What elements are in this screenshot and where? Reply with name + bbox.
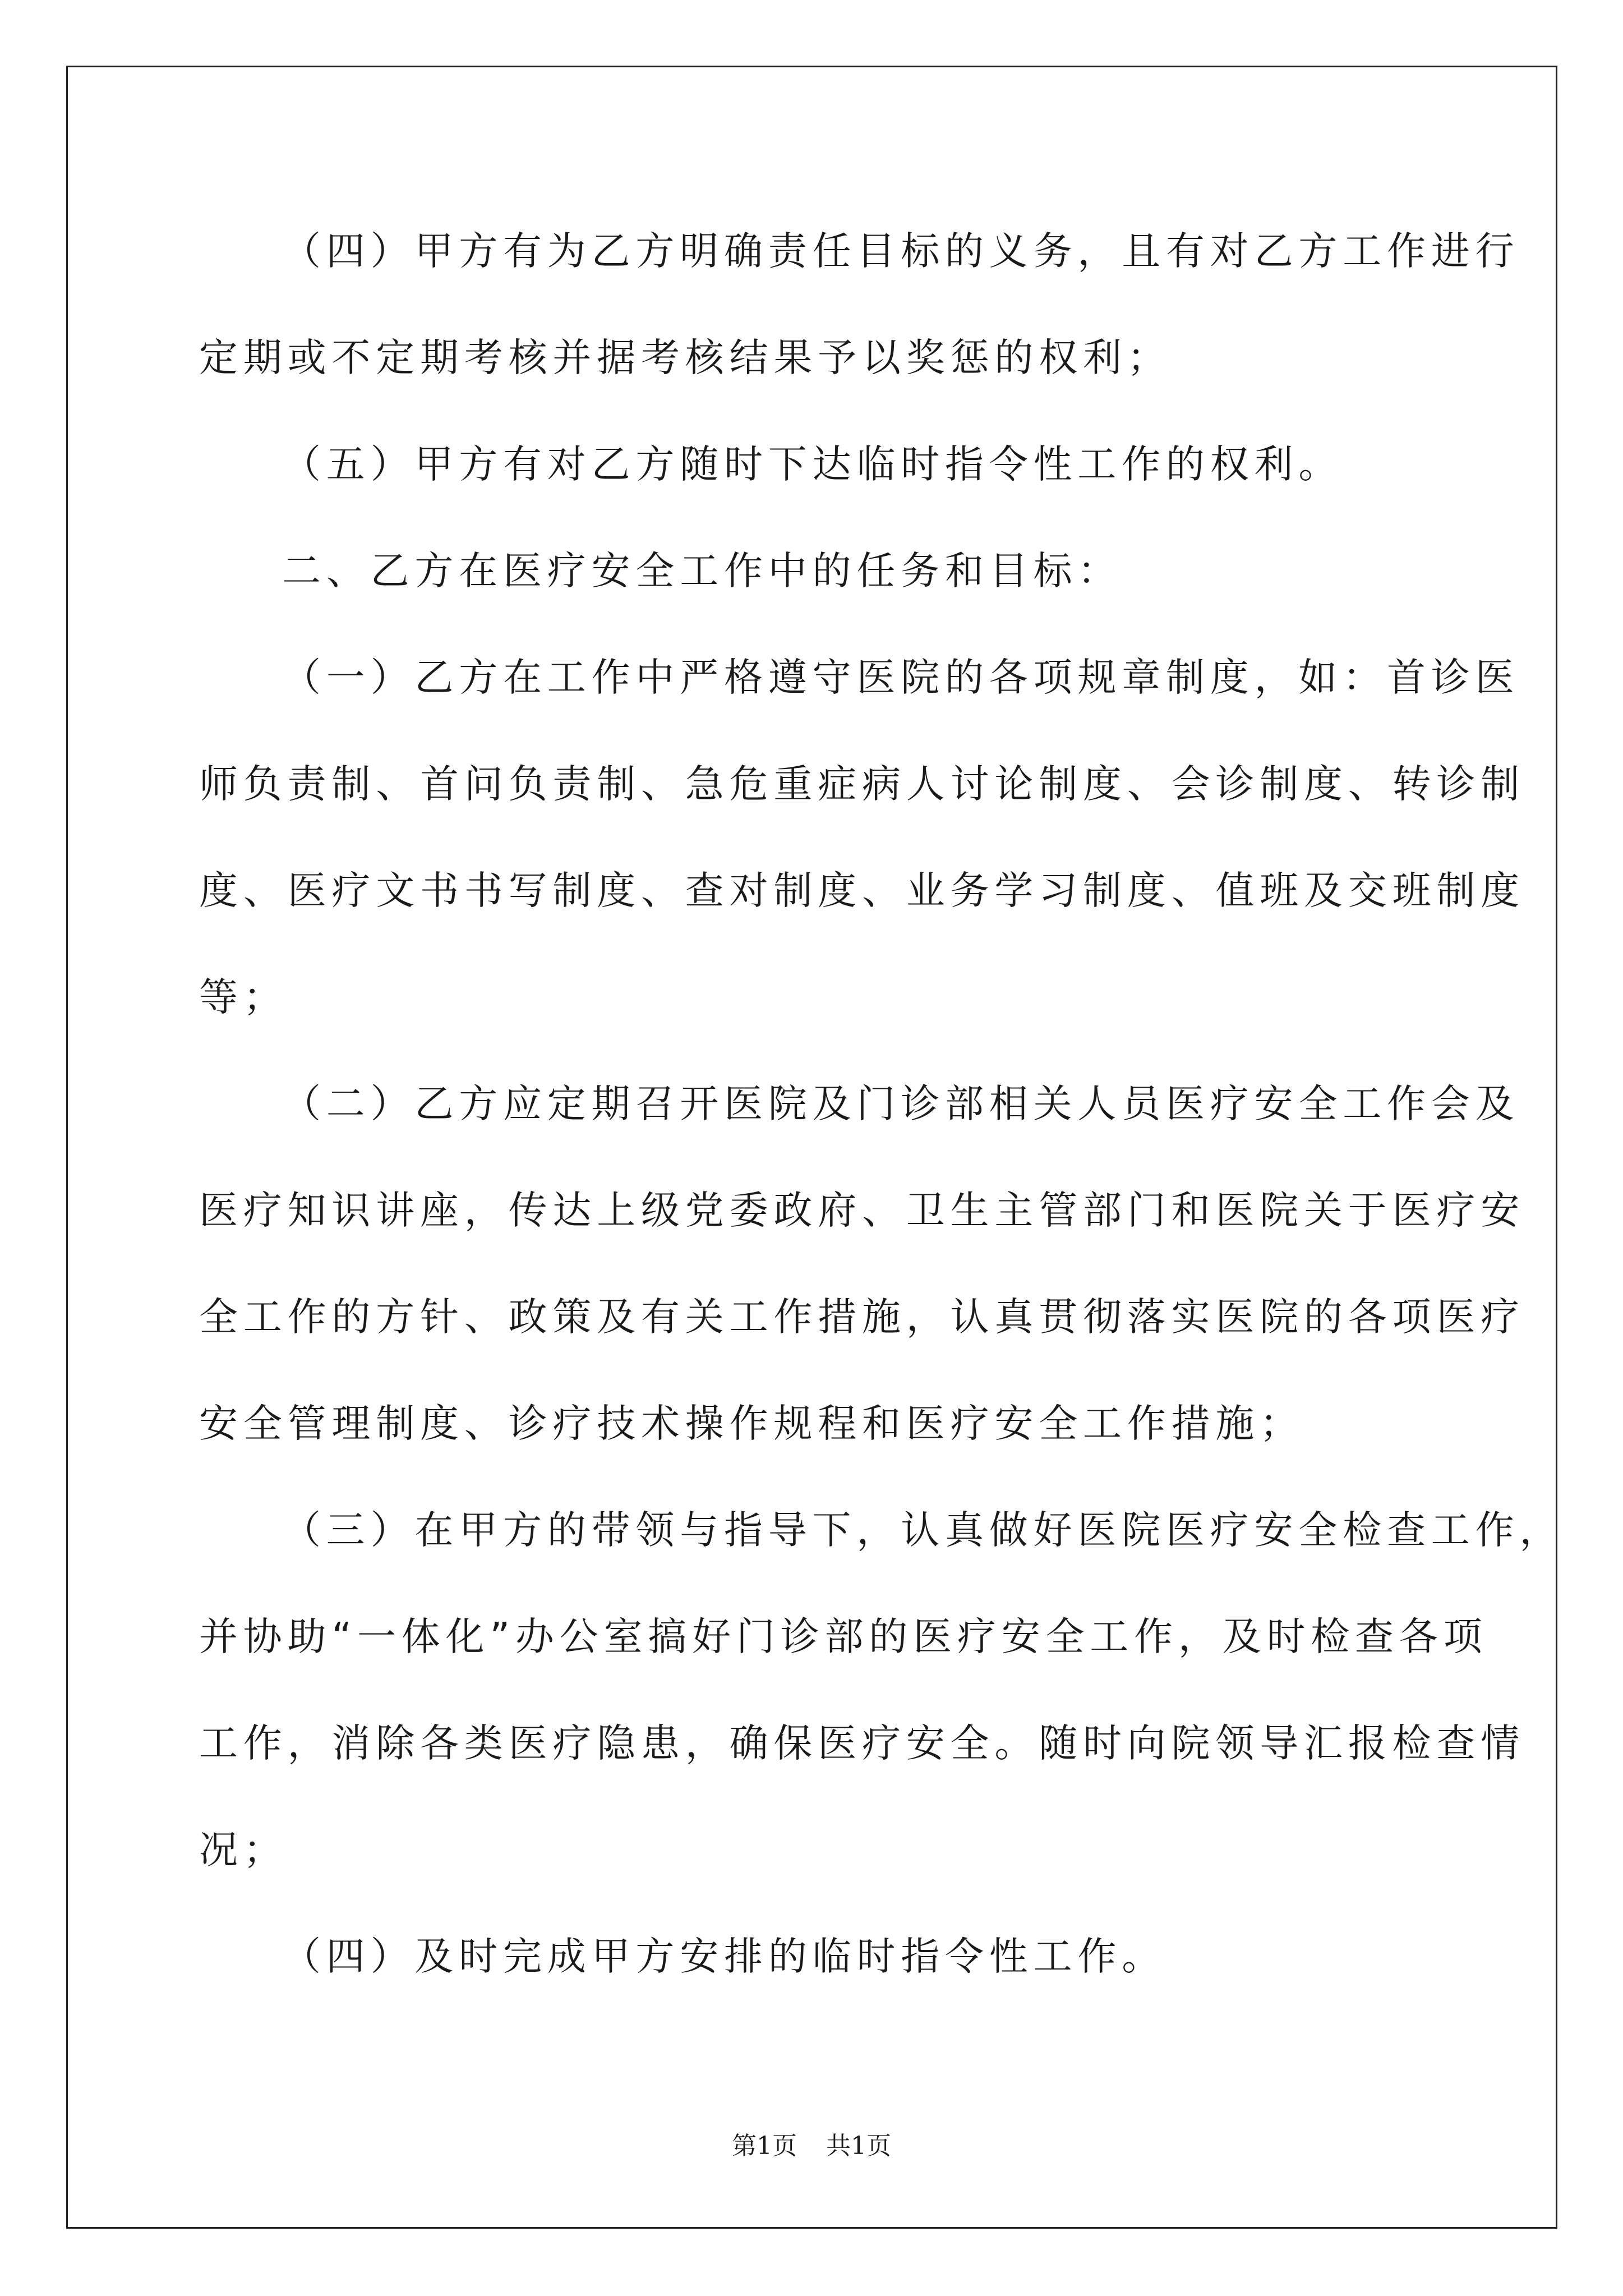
text-line: （一）乙方在工作中严格遵守医院的各项规章制度，如：首诊医	[282, 655, 1520, 700]
text-line: 定期或不定期考核并据考核结果予以奖惩的权利；	[199, 335, 1172, 380]
text-line: （三）在甲方的带领与指导下，认真做好医院医疗安全检查工作，	[282, 1508, 1564, 1553]
text-line: （二）乙方应定期召开医院及门诊部相关人员医疗安全工作会及	[282, 1082, 1520, 1126]
text-line: 师负责制、首问负责制、急危重症病人讨论制度、会诊制度、转诊制	[199, 762, 1525, 807]
page-total: 共1页	[826, 2132, 891, 2160]
document-body	[199, 220, 1564, 2032]
page-number: 第1页	[732, 2132, 797, 2160]
text-line: （四）甲方有为乙方明确责任目标的义务，且有对乙方工作进行	[282, 229, 1520, 274]
section-heading: 二、乙方在医疗安全工作中的任务和目标：	[282, 549, 1122, 593]
text-line: 全工作的方针、政策及有关工作措施，认真贯彻落实医院的各项医疗	[199, 1295, 1525, 1340]
page-footer	[0, 2129, 1623, 2163]
text-line: （五）甲方有对乙方随时下达临时指令性工作的权利。	[282, 442, 1343, 487]
text-line: 工作，消除各类医疗隐患，确保医疗安全。随时向院领导汇报检查情	[199, 1721, 1525, 1766]
text-line: 安全管理制度、诊疗技术操作规程和医疗安全工作措施；	[199, 1401, 1304, 1446]
text-line: 况；	[199, 1828, 288, 1872]
text-line: （四）及时完成甲方安排的临时指令性工作。	[282, 1934, 1166, 1979]
text-line: 度、医疗文书书写制度、查对制度、业务学习制度、值班及交班制度	[199, 868, 1525, 913]
text-line: 等；	[199, 975, 288, 1020]
text-line: 医疗知识讲座，传达上级党委政府、卫生主管部门和医院关于医疗安	[199, 1188, 1525, 1233]
text-line: 并协助“一体化”办公室搞好门诊部的医疗安全工作，及时检查各项	[199, 1614, 1488, 1659]
